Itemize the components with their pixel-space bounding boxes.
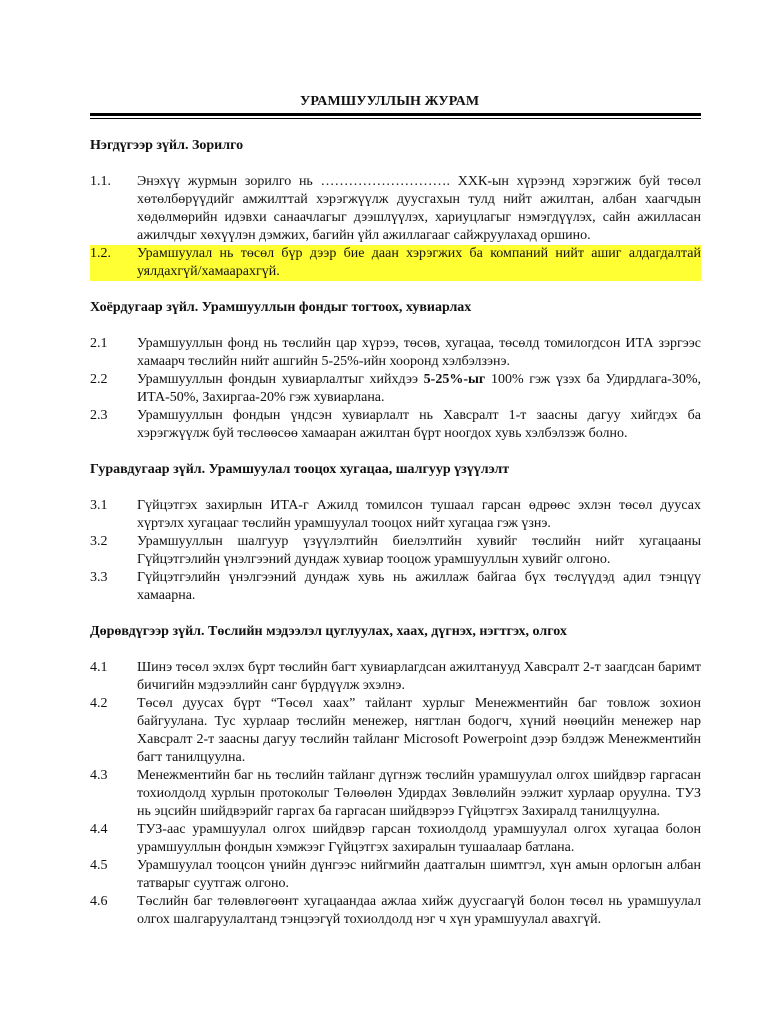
clause-text-bold: 5-25%-ыг: [423, 372, 486, 387]
clause-text: Урамшууллын фонд нь төслийн цар хүрээ, төсөв, хугацаа, төсөлд томилогдсон ИТА зэргээс хамаарч төслийн нийт ашгийн 5-25%-ийн хооронд хэлбэлзэнэ.: [137, 336, 701, 369]
clause-4-5: [90, 857, 701, 893]
clause-text-part: Урамшууллын фондын хувиарлалтыг хийхдээ: [137, 372, 424, 387]
clause-3-1: [90, 497, 701, 533]
clause-3-3: [90, 569, 701, 605]
clause-number: 3.1: [90, 498, 108, 513]
clause-number: 2.1: [90, 336, 108, 351]
clause-text: ТУЗ-аас урамшуулал олгох шийдвэр гарсан тохиолдолд урамшуулал олгох хугацаа болон урамшууллын фондын хэмжээг Гүйцэтгэх захиралын тушаалаар батлана.: [137, 822, 701, 855]
clause-number: 3.2: [90, 534, 108, 549]
clause-number: 2.3: [90, 408, 108, 423]
clause-4-2: [90, 695, 701, 767]
clause-text: Гүйцэтгэлийн үнэлгээний дундаж хувь нь ажиллаж байгаа бүх төслүүдэд адил тэнцүү хамаарна.: [137, 570, 701, 603]
clause-text: Урамшууллын шалгуур үзүүлэлтийн биелэлтийн хувийг төслийн нийт хугацааны Гүйцэтгэлийн үнэлгээний дундаж хувиар тооцож урамшууллын хувийг олгоно.: [137, 534, 701, 567]
clause-text: Төсөл дуусах бүрт “Төсөл хаах” тайлант хурлыг Менежментийн баг товлож зохион байгуулана. Тус хурлаар төслийн менежер, нягтлан бодогч, хүний нөөцийн менежер нар Хавсралт 2-т заасны дагуу төслийн тайланг Microsoft Powerpoint дээр бэлдэж Менежментийн багт танилцуулна.: [137, 696, 701, 765]
clause-text: Гүйцэтгэх захирлын ИТА-г Ажилд томилсон тушаал гарсан өдрөөс эхлэн төсөл дуусах хүртэлх хугацааг төслийн урамшуулал тооцох нийт хугацаа гэж үзнэ.: [137, 498, 701, 531]
clause-2-3: [90, 407, 701, 443]
clause-2-1: [90, 335, 701, 371]
clause-text: Урамшууллын фондын үндсэн хувиарлалт нь Хавсралт 1-т заасны дагуу хийгдэх ба хэрэгжүүлж буй төслөөсөө хамааран ажилтан бүрт ноогдох хувь хэлбэлзэж болно.: [137, 408, 701, 441]
clause-number: 4.5: [90, 858, 108, 873]
section-heading-3: Гуравдугаар зүйл. Урамшуулал тооцох хугацаа, шалгуур үзүүлэлт: [90, 462, 510, 477]
clause-4-3: [90, 767, 701, 821]
clause-number: 2.2: [90, 372, 108, 387]
clause-text: Төслийн баг төлөвлөгөөнт хугацаандаа ажлаа хийж дуусгаагүй болон төсөл нь урамшуулал олгох шалгаруулалтанд тэнцээгүй тохиолдолд нэг ч хүн урамшуулал авахгүй.: [137, 894, 701, 927]
clause-number: 4.4: [90, 822, 108, 837]
section-heading-1: Нэгдүгээр зүйл. Зорилго: [90, 138, 244, 153]
clause-4-1: [90, 659, 701, 695]
clause-number: 1.1.: [90, 174, 111, 189]
clause-1-1: [90, 173, 701, 245]
section-heading-2: Хоёрдугаар зүйл. Урамшууллын фондыг тогтоох, хувиарлах: [90, 300, 472, 315]
clause-2-2: [90, 371, 701, 407]
clause-text: Урамшуулал тооцсон үнийн дүнгээс нийгмийн даатгалын шимтгэл, хүн амын орлогын албан татварыг суутгаж олгоно.: [137, 858, 701, 891]
clause-text: Урамшуулал нь төсөл бүр дээр бие даан хэрэгжих ба компаний нийт ашиг алдагдалтай уялдахгүй/хамаарахгүй.: [137, 246, 701, 279]
title-rule-thick: [90, 113, 701, 116]
clause-number: 3.3: [90, 570, 108, 585]
clause-text: [137, 371, 701, 407]
clause-text: Энэхүү журмын зорилго нь ………………………. ХХК-ын хүрээнд хэрэгжиж буй төсөл хөтөлбөрүүдийг амжилттай хэрэгжүүлж дуусгахын тулд нийт ажилтан, албан хаагчдын хөдөлмөрийн идэвхи санаачлагыг дээшлүүлэх, хариуцлагыг нэмэгдүүлэх, сайн ажилласан ажилчдыг хөхүүлэн дэмжих, багийн үйл ажиллагааг сайжруулахад оршино.: [137, 174, 701, 243]
clause-4-6: [90, 893, 701, 929]
clause-text: Шинэ төсөл эхлэх бүрт төслийн багт хувиарлагдсан ажилтанууд Хавсралт 2-т заагдсан баримт бичигийн мэдээллийн санг бүрдүүлж эхэлнэ.: [137, 660, 701, 693]
clause-number: 4.2: [90, 696, 108, 711]
clause-1-2-highlighted: [90, 245, 701, 281]
title-rule-thin: [90, 118, 701, 119]
clause-3-2: [90, 533, 701, 569]
clause-number: 4.1: [90, 660, 108, 675]
section-heading-4: Дөрөвдүгээр зүйл. Төслийн мэдээлэл цуглуулах, хаах, дүгнэх, нэгтгэх, олгох: [90, 624, 567, 639]
clause-text-part: 100% гэж үзэх ба Удирдлага-30%, ИТА-50%, Захиргаа-20% гэж хувиарлана.: [137, 372, 701, 405]
clause-number: 1.2.: [90, 246, 111, 261]
clause-4-4: [90, 821, 701, 857]
clause-number: 4.6: [90, 894, 108, 909]
document-body: [90, 137, 701, 929]
document-title: УРАМШУУЛЛЫН ЖУРАМ: [300, 94, 480, 109]
clause-number: 4.3: [90, 768, 108, 783]
clause-text: Менежментийн баг нь төслийн тайланг дүгнэж төслийн урамшуулал олгох шийдвэр гаргасан тохиолдолд хурлын протоколыг Төлөөлөн Удирдах Зөвлөлийн ээлжит хурлаар оруулна. ТУЗ нь эцсийн шийдвэрийг гаргах ба гаргасан шийдвэрээ Гүйцэтгэх Захиралд танилцуулна.: [137, 768, 701, 819]
